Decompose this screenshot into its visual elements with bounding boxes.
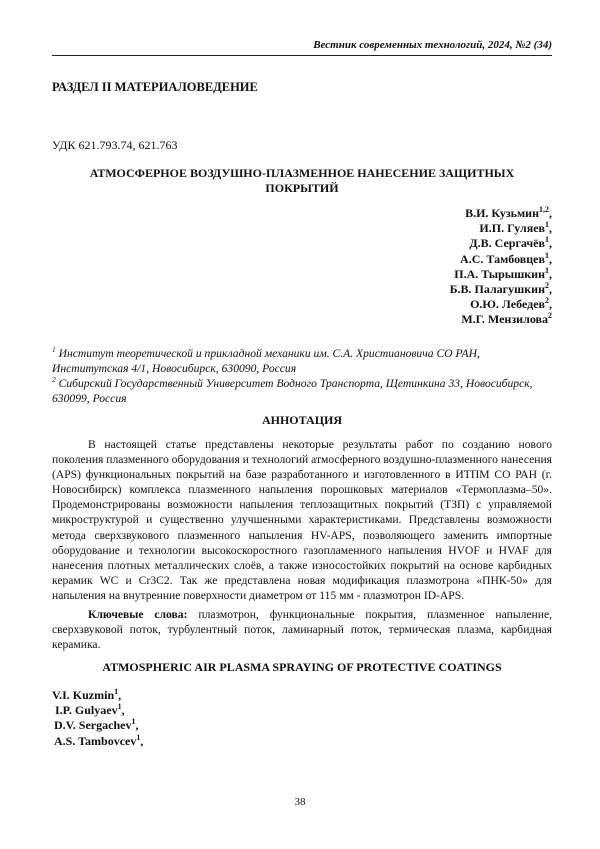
- english-title: ATMOSPHERIC AIR PLASMA SPRAYING OF PROTECTIVE COATINGS: [102, 660, 502, 674]
- author: П.А. Тырышкин$^1$,: [454, 265, 552, 281]
- author-list: [450, 206, 552, 328]
- keywords-text: плазмотрон, функциональные покрытия, плазменное напыление, сверхзвуковой поток, турбулентный поток, ламинарный поток, термическая плазма, карбидная керамика.: [52, 608, 553, 652]
- author: Б.В. Палагушкин$^2$,: [449, 281, 552, 297]
- author: О.Ю. Лебедев$^2$,: [470, 296, 552, 312]
- author: А.С. Тамбовцев$^1$,: [460, 250, 552, 266]
- author: D.V. Sergachev$^1$,: [54, 717, 139, 733]
- keywords-label: Ключевые слова:: [88, 608, 188, 621]
- author: I.P. Gulyaev$^1$,: [55, 702, 125, 718]
- keywords: [52, 607, 552, 652]
- affiliation: $^2$ Сибирский Государственный Университет Водного Транспорта, Щетинкина 33, Новосибирск, 630099, Россия: [52, 375, 533, 405]
- author: V.I. Kuzmin$^1$,: [52, 687, 122, 702]
- udk-code: УДК 621.793.74, 621.763: [52, 138, 178, 152]
- author: Д.В. Сергачёв$^1$,: [469, 235, 552, 251]
- section-heading: РАЗДЕЛ II МАТЕРИАЛОВЕДЕНИЕ: [52, 80, 258, 94]
- header-rule: [52, 55, 552, 56]
- author: В.И. Кузьмин$^{1,2}$,: [465, 205, 552, 220]
- abstract-text: В настоящей статье представлены некоторые результаты работ по созданию нового поколения плазменного оборудования и технологий атмосферного воздушно-плазменного нанесения (APS) функциональных покрытий на базе разработанного и изготовленного в ИТПМ СО РАН (г. Новосибирск) комплекса плазменного напыления порошковых материалов «Термоплазма–50». Продемонстрированы возможности напыления теплозащитных покрытий (ТЗП) с управляемой микроструктурой и существенно улучшенными характеристиками. Представлены возможности метода сверхзвукового плазменного напыления HV-APS, позволяющего заменить импортные оборудование и технологии высокоскоростного газопламенного напыления HVOF и HVAF для нанесения плотных металлических слоёв, а также износостойких покрытий на основе карбидных керамик WC и Cr3C2. Так же представлена новая модификация плазмотрона «ПНК-50» для напыления на внутренние поверхности диаметром от 115 мм - плазмотрон ID-APS.: [52, 438, 552, 602]
- article-title: [52, 166, 552, 196]
- affiliation: $^1$ Институт теоретической и прикладной механики им. С.А. Христиановича СО РАН, Институтская 4/1, Новосибирск, 630090, Россия: [52, 345, 480, 375]
- author: A.S. Tambovcev$^1$,: [54, 732, 144, 748]
- journal-header: Вестник современных технологий, 2024, №2 (34): [313, 39, 552, 51]
- affiliations: [52, 346, 552, 406]
- english-author-list: [52, 688, 143, 749]
- abstract-heading: АННОТАЦИЯ: [261, 413, 343, 427]
- title-line-1: АТМОСФЕРНОЕ ВОЗДУШНО-ПЛАЗМЕННОЕ НАНЕСЕНИЕ ЗАЩИТНЫХ: [89, 166, 515, 180]
- author: М.Г. Мензилова$^2$: [461, 311, 552, 327]
- author: И.П. Гуляев$^1$,: [479, 220, 552, 236]
- title-line-2: ПОКРЫТИЙ: [265, 181, 339, 195]
- page-number: 38: [294, 796, 306, 808]
